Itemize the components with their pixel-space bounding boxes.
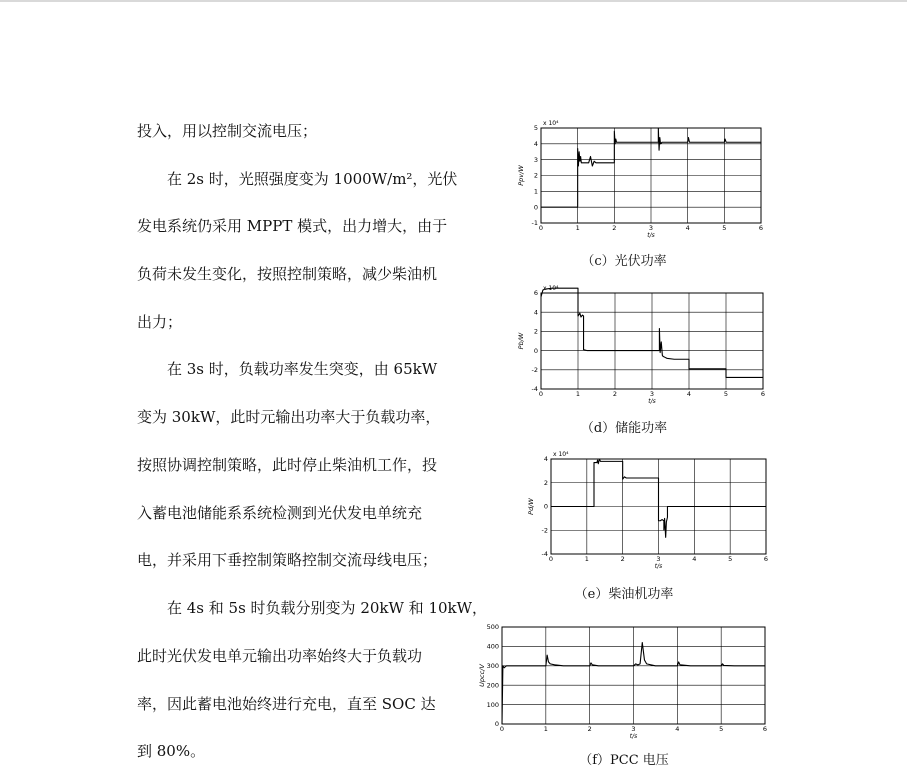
figure-pv-power	[472, 112, 772, 242]
x-tick-label: 6	[760, 390, 766, 398]
y-tick-label: 4	[533, 140, 538, 149]
x-tick-label: 0	[538, 390, 544, 398]
y-tick-label: 2	[533, 327, 538, 336]
x-tick-label: 5	[723, 390, 729, 398]
x-tick-label: 5	[722, 224, 727, 232]
y-tick-label: 1	[533, 187, 538, 196]
text-line: 变为 30kW，此时元输出功率大于负载功率，	[137, 408, 441, 426]
x-tick-label: 3	[631, 725, 636, 733]
y-tick-label: 4	[533, 308, 538, 317]
y-tick-label: -2	[541, 526, 548, 535]
x-tick-label: 2	[587, 725, 592, 733]
x-tick-label: 3	[649, 390, 655, 398]
y-tick-label: 2	[533, 171, 538, 180]
y-tick-label: 3	[533, 155, 538, 164]
x-axis-label: t/s	[629, 733, 638, 740]
y-axis-label: Pb/W	[517, 332, 525, 350]
x-tick-label: 4	[675, 725, 680, 733]
y-tick-label: 100	[486, 700, 499, 709]
x-tick-label: 1	[575, 390, 581, 398]
x-tick-label: 2	[612, 390, 618, 398]
x-tick-label: 2	[620, 555, 625, 563]
chart-pv-power	[472, 112, 772, 242]
x-tick-label: 1	[575, 224, 580, 232]
y-axis-label: Upcc/V	[478, 664, 486, 687]
y-axis-label: Ppv/W	[517, 165, 525, 186]
x-tick-label: 0	[548, 555, 554, 563]
y-tick-label: 500	[486, 623, 499, 632]
text-line: 按照协调控制策略，此时停止柴油机工作，投	[137, 456, 438, 474]
caption-storage-power: （d）储能功率	[580, 421, 668, 436]
chart-diesel-power	[472, 446, 772, 576]
y-tick-label: 2	[543, 478, 548, 487]
x-tick-label: 5	[728, 555, 733, 563]
x-axis-label: t/s	[654, 563, 663, 570]
x-tick-label: 2	[612, 224, 617, 232]
caption-pcc-voltage: （f）PCC 电压	[579, 753, 669, 768]
x-tick-label: 1	[543, 725, 548, 733]
y-multiplier-label: x 10⁴	[543, 120, 559, 127]
x-tick-label: 1	[584, 555, 589, 563]
text-line: 率，因此蓄电池始终进行充电，直至 SOC 达	[137, 695, 436, 713]
text-line: 投入，用以控制交流电压；	[137, 122, 318, 140]
x-tick-label: 6	[758, 224, 764, 232]
text-line: 在 2s 时，光照强度变为 1000W/m²，光伏	[167, 170, 458, 188]
x-tick-label: 4	[685, 224, 690, 232]
chart-storage-power	[472, 280, 772, 410]
caption-diesel-power: （e）柴油机功率	[574, 587, 674, 602]
figure-diesel-power	[472, 446, 772, 576]
text-line: 到 80%。	[137, 742, 206, 760]
x-tick-label: 3	[656, 555, 661, 563]
y-tick-label: 200	[486, 681, 499, 690]
y-multiplier-label: x 10⁴	[553, 451, 569, 458]
text-line: 在 3s 时，负载功率发生突变，由 65kW	[167, 360, 438, 378]
x-tick-label: 6	[763, 555, 769, 563]
y-multiplier-label: x 10⁴	[543, 285, 559, 292]
y-tick-label: 4	[543, 455, 548, 464]
text-line: 入蓄电池储能系系统检测到光伏发电单统充	[137, 504, 423, 522]
figure-pcc-voltage	[472, 618, 772, 740]
x-tick-label: 4	[686, 390, 692, 398]
x-axis-label: t/s	[647, 232, 655, 239]
x-tick-label: 6	[762, 725, 768, 733]
x-tick-label: 3	[648, 224, 654, 232]
x-tick-label: 5	[719, 725, 724, 733]
text-line: 发电系统仍采用 MPPT 模式，出力增大，由于	[137, 217, 448, 235]
x-tick-label: 0	[499, 725, 505, 733]
text-line: 在 4s 和 5s 时负载分别变为 20kW 和 10kW，	[167, 599, 488, 617]
y-tick-label: 0	[533, 203, 538, 212]
y-tick-label: 0	[533, 346, 538, 355]
y-tick-label: -4	[531, 385, 538, 394]
y-tick-label: -1	[531, 219, 538, 228]
y-axis-label: Pd/W	[527, 498, 535, 515]
y-tick-label: -4	[541, 550, 548, 559]
x-tick-label: 4	[692, 555, 697, 563]
text-line: 负荷未发生变化，按照控制策略，减少柴油机	[137, 265, 438, 283]
text-line: 电，并采用下垂控制策略控制交流母线电压；	[137, 551, 438, 569]
text-line: 此时光伏发电单元输出功率始终大于负载功	[137, 647, 423, 665]
y-tick-label: 0	[494, 720, 499, 729]
caption-pv-power: （c）光伏功率	[581, 254, 667, 269]
figure-storage-power	[472, 280, 772, 410]
x-axis-label: t/s	[648, 398, 656, 405]
x-tick-label: 0	[538, 224, 544, 232]
text-line: 出力；	[137, 313, 183, 331]
y-tick-label: 0	[543, 502, 548, 511]
chart-pcc-voltage	[472, 618, 772, 740]
y-tick-label: -2	[531, 366, 538, 374]
y-tick-label: 300	[486, 662, 499, 670]
y-tick-label: 6	[533, 289, 538, 298]
y-tick-label: 5	[533, 124, 538, 133]
y-tick-label: 400	[486, 642, 499, 651]
